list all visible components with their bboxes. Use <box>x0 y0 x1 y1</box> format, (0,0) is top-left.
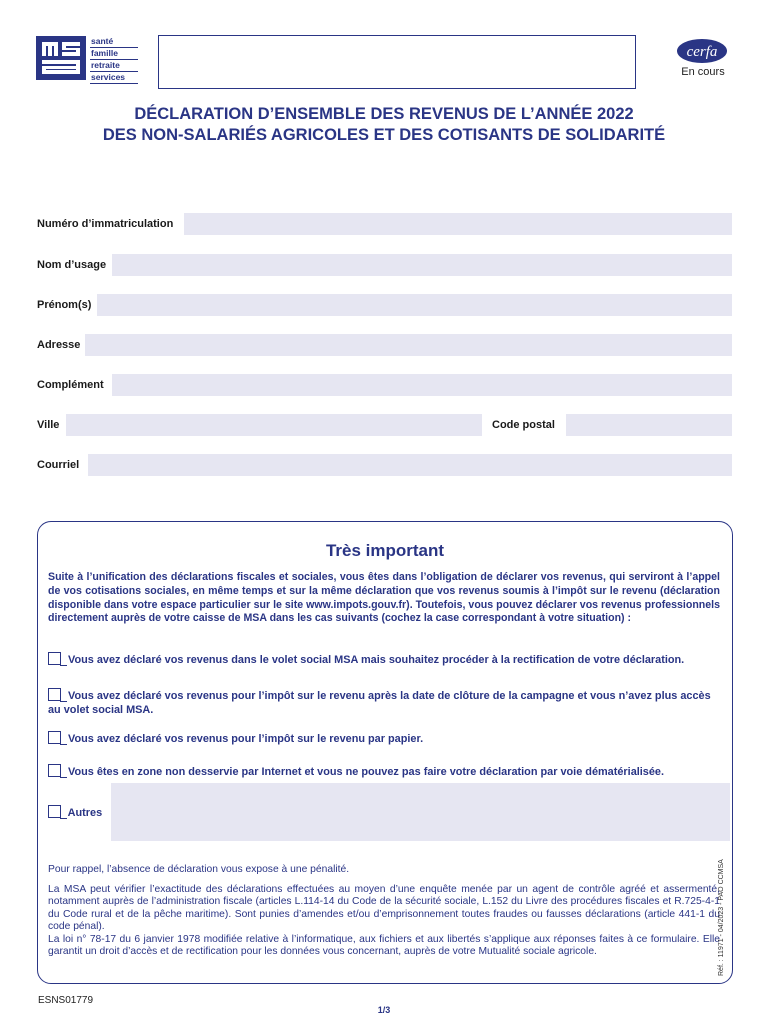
autres-text-field[interactable] <box>111 783 730 841</box>
option-internet[interactable] <box>48 764 724 779</box>
nom-usage-label: Nom d’usage <box>37 259 107 271</box>
checkbox-internet[interactable] <box>48 764 61 777</box>
title-line-1: DÉCLARATION D’ENSEMBLE DES REVENUS DE L’ANNÉE 2022 <box>134 105 634 123</box>
option-rectification-label: Vous avez déclaré vos revenus dans le volet social MSA mais souhaitez procéder à la rectification de votre déclaration. <box>68 654 685 666</box>
ville-label: Ville <box>37 419 60 431</box>
form-reference: Réf. : 11971 - 04/2023 - PAO CCMSA <box>718 859 725 976</box>
nom-usage-field[interactable] <box>112 254 732 276</box>
option-cloture-label: Vous avez déclaré vos revenus pour l’impôt sur le revenu après la date de clôture de la campagne et vous n’avez plus accès au volet social MSA. <box>48 690 711 716</box>
important-title: Très important <box>325 541 445 560</box>
title-line-2: DES NON-SALARIÉS AGRICOLES ET DES COTISANTS DE SOLIDARITÉ <box>102 126 666 144</box>
barcode-area <box>158 35 636 89</box>
courriel-field[interactable] <box>88 454 732 476</box>
legal-cnil: La loi n° 78-17 du 6 janvier 1978 modifiée relative à l’informatique, aux fichiers et aux libertés s’applique aux réponses faites à ce formulaire. Elle garantit un droit d’accès et de rectification pour les données vous concernant, auprès de votre Mutualité sociale agricole. <box>48 933 720 958</box>
tagline-1: santé <box>90 36 138 48</box>
option-papier-label: Vous avez déclaré vos revenus pour l’impôt sur le revenu par papier. <box>68 733 424 745</box>
courriel-label: Courriel <box>37 459 80 471</box>
checkbox-papier[interactable] <box>48 731 61 744</box>
important-intro: Suite à l’unification des déclarations fiscales et sociales, vous êtes dans l’obligation de déclarer vos revenus, qui serviront à l’appel de vos cotisations sociales, en même temps et sur la même déclaration que vos revenus soumis à l’impôt sur le revenu (déclaration disponible dans votre espace particulier sur le site www.impots.gouv.fr). Toutefois, vous pouvez déclarer vos revenus professionnels directement auprès de votre caisse de MSA dans les cas suivants (cochez la case correspondant à votre situation) : <box>48 571 720 625</box>
checkbox-rectification[interactable] <box>48 652 61 665</box>
page-number: 1/3 <box>377 1005 391 1015</box>
complement-field[interactable] <box>112 374 732 396</box>
adresse-label: Adresse <box>37 339 81 351</box>
checkbox-autres[interactable] <box>48 805 61 818</box>
code-postal-field[interactable] <box>566 414 732 436</box>
immatriculation-label: Numéro d’immatriculation <box>37 218 174 230</box>
cerfa-status: En cours <box>681 66 725 78</box>
option-cloture[interactable] <box>48 688 724 717</box>
option-internet-label: Vous êtes en zone non desservie par Internet et vous ne pouvez pas faire votre déclaration par voie dématérialisée. <box>68 766 664 778</box>
svg-text:cerfa: cerfa <box>686 44 718 60</box>
code-postal-label: Code postal <box>492 419 555 431</box>
prenom-label: Prénom(s) <box>37 299 92 311</box>
tagline-2: famille <box>90 48 138 60</box>
cerfa-logo <box>676 38 728 64</box>
option-autres-label: Autres <box>67 807 103 819</box>
option-rectification[interactable] <box>48 652 724 667</box>
msa-tagline <box>90 36 138 84</box>
legal-control: La MSA peut vérifier l’exactitude des déclarations effectuées au moyen d’une enquête menée par un agent de contrôle agréé et assermenté, notamment auprès de l’administration fiscale (articles L.114-14 du Code de la sécurité sociale, L.152 du Livre des procédures fiscales et R.725-4-1 du Code rural et de la pêche maritime). Sont punies d’amendes et/ou d’emprisonnement toutes fraudes ou fausses déclarations (article 441-1 du code pénal). <box>48 884 720 933</box>
option-papier[interactable] <box>48 731 724 746</box>
checkbox-cloture[interactable] <box>48 688 61 701</box>
tagline-3: retraite <box>90 60 138 72</box>
ville-field[interactable] <box>66 414 482 436</box>
legal-notice <box>48 884 720 958</box>
penalty-reminder: Pour rappel, l’absence de déclaration vous expose à une pénalité. <box>48 864 350 875</box>
adresse-field[interactable] <box>85 334 732 356</box>
page-title <box>20 104 748 146</box>
msa-logo <box>36 36 86 80</box>
form-code: ESNS01779 <box>38 995 94 1006</box>
tagline-4: services <box>90 72 138 84</box>
immatriculation-field[interactable] <box>184 213 732 235</box>
option-autres[interactable] <box>48 805 108 820</box>
prenom-field[interactable] <box>97 294 732 316</box>
complement-label: Complément <box>37 379 104 391</box>
